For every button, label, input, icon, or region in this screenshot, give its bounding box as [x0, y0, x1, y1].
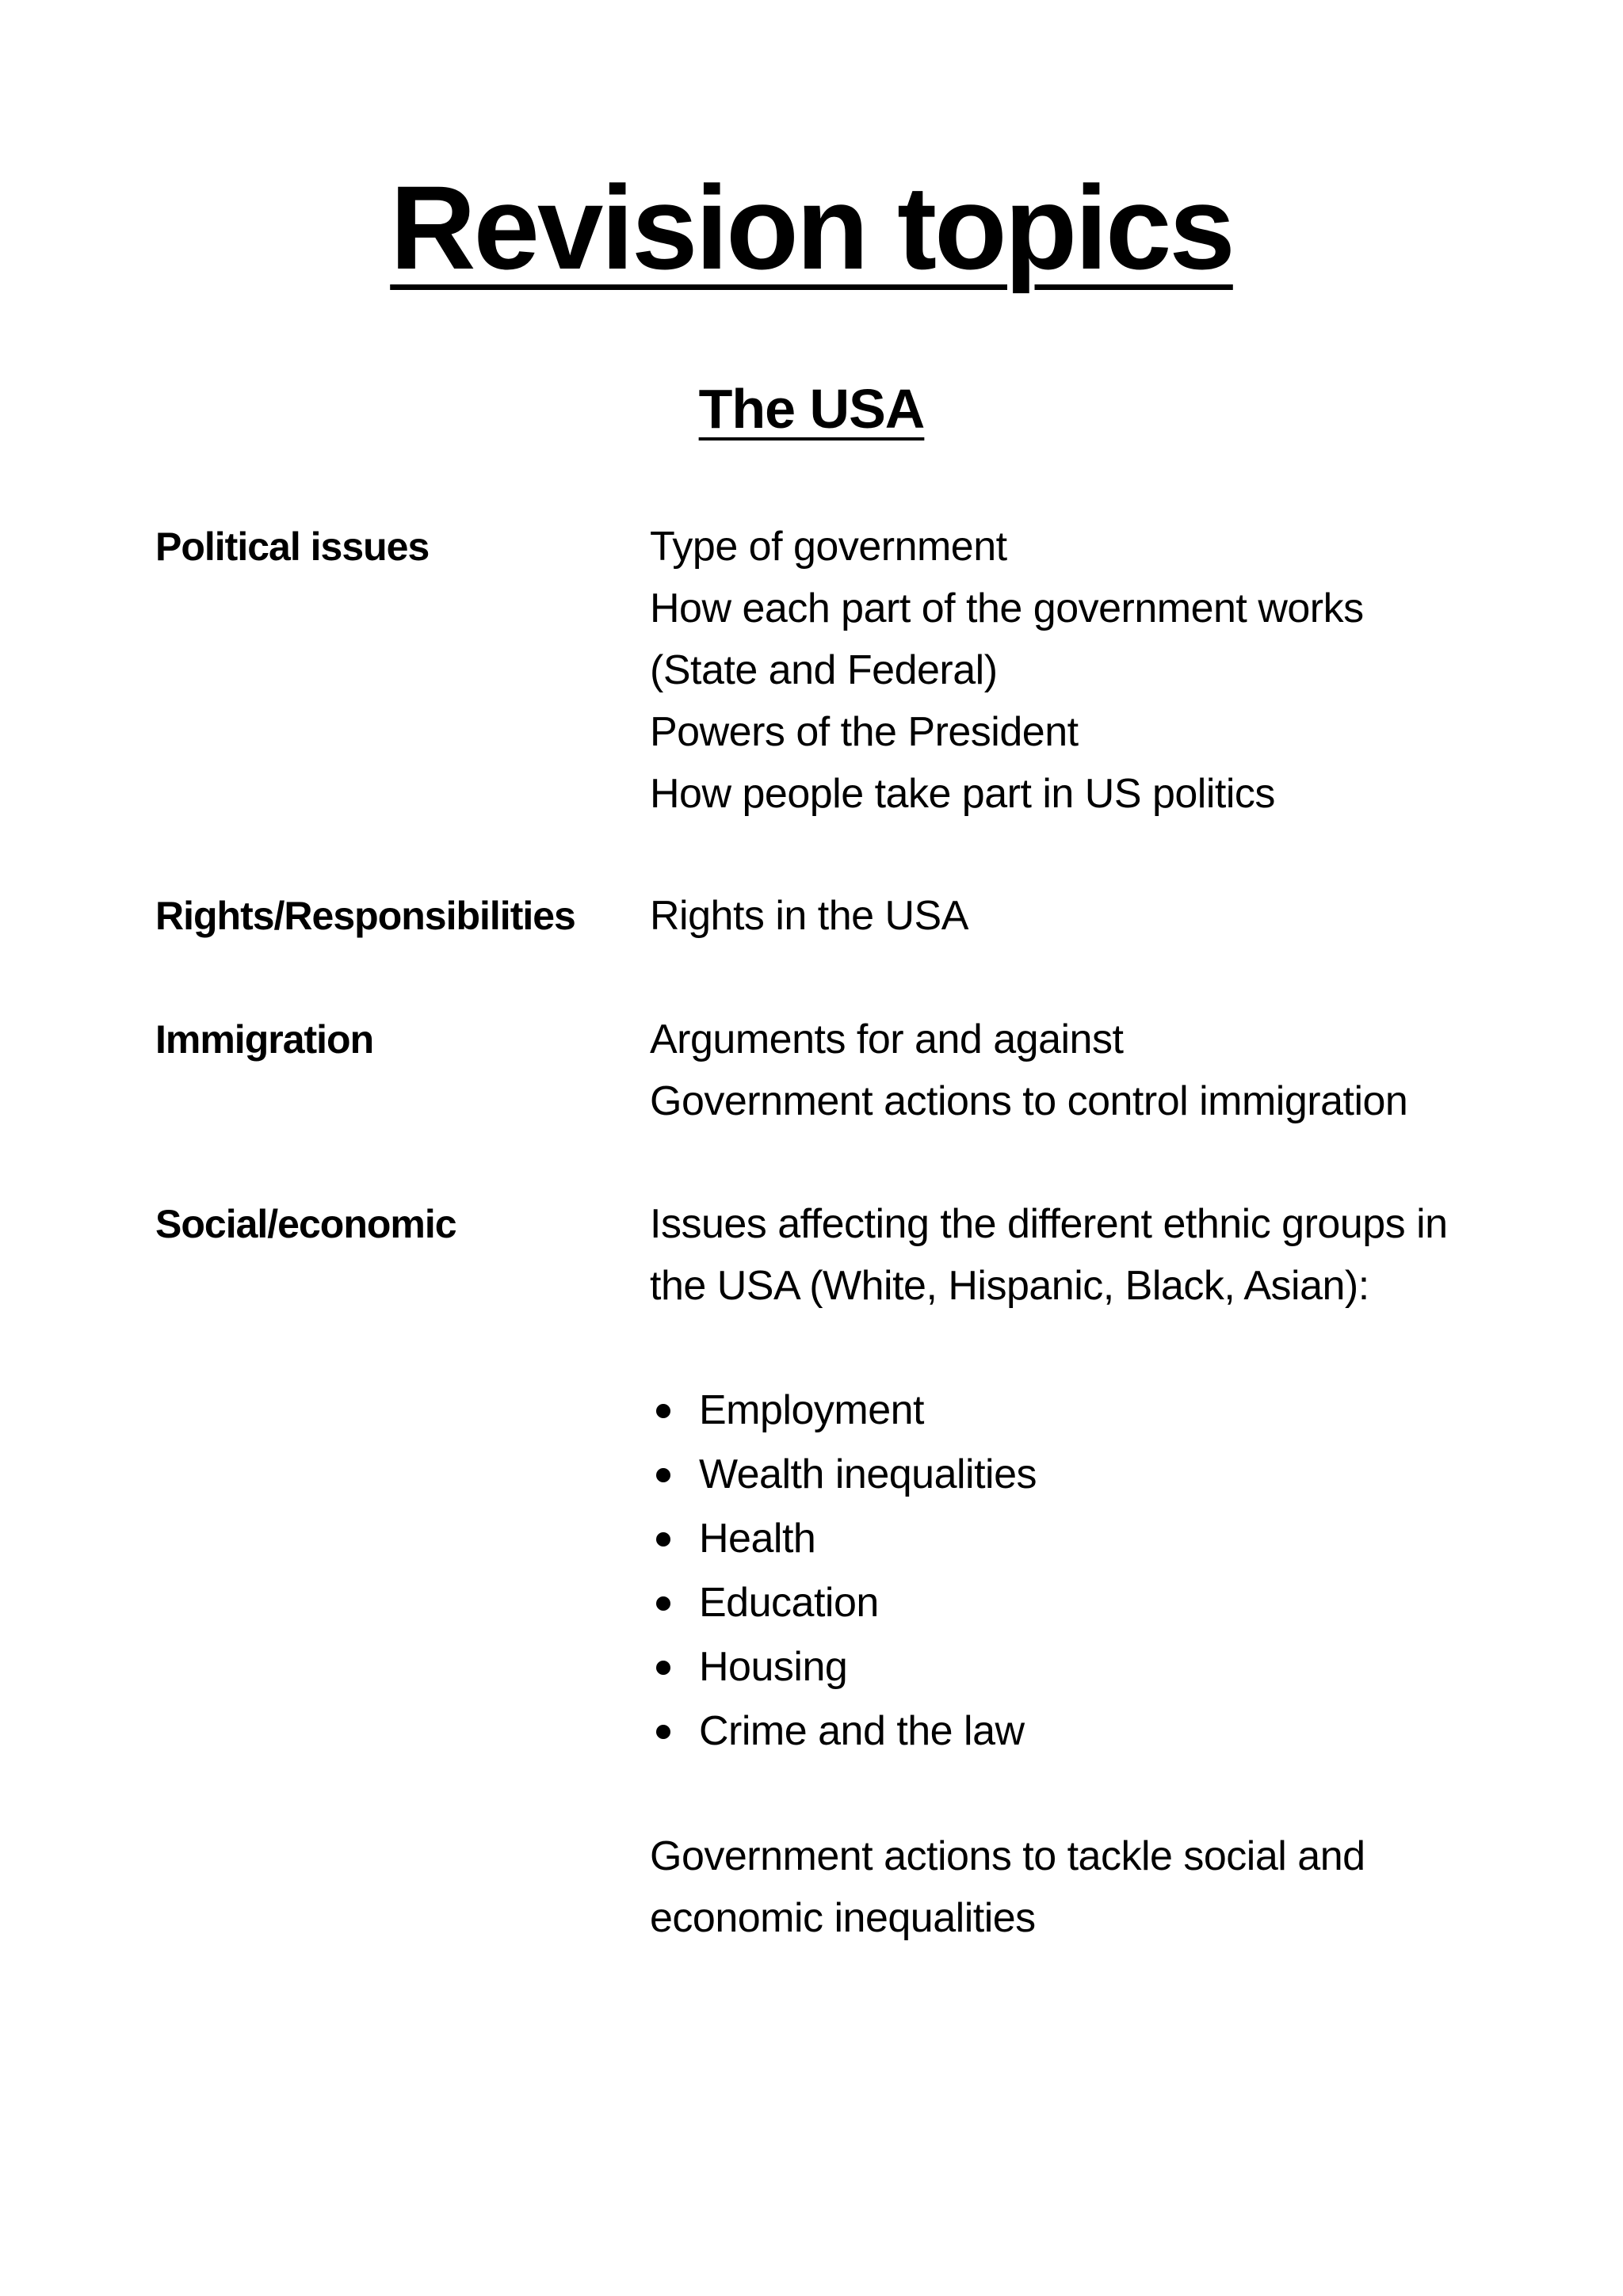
intro-line: Issues affecting the different ethnic groups in — [650, 1201, 1448, 1247]
topic-line: Arguments for and against — [650, 1016, 1124, 1062]
list-item-label: Crime and the law — [699, 1708, 1025, 1754]
list-item — [650, 1379, 1522, 1443]
bullet-icon — [656, 1468, 670, 1482]
page-subtitle — [0, 379, 1623, 440]
list-item-label: Wealth inequalities — [699, 1451, 1037, 1497]
list-item-label: Education — [699, 1580, 879, 1626]
section-content — [650, 885, 1522, 947]
topic-line: How people take part in US politics — [650, 771, 1275, 817]
section-label: Rights/Responsibilities — [155, 894, 575, 938]
bullet-icon — [656, 1661, 670, 1675]
topic-line: How each part of the government works — [650, 585, 1364, 631]
list-item — [650, 1443, 1522, 1507]
page-title-text: Revision topics — [390, 161, 1233, 294]
intro-line: the USA (White, Hispanic, Black, Asian): — [650, 1263, 1369, 1309]
section-content — [650, 1009, 1522, 1132]
bullet-icon — [656, 1725, 670, 1739]
topic-line: (State and Federal) — [650, 647, 998, 693]
list-item — [650, 1571, 1522, 1635]
bullet-list — [650, 1379, 1522, 1764]
list-item-label: Employment — [699, 1387, 924, 1433]
section-label: Political issues — [155, 524, 430, 569]
list-item-label: Housing — [699, 1644, 848, 1690]
topic-line: Government actions to control immigration — [650, 1078, 1408, 1124]
list-item — [650, 1699, 1522, 1764]
bullet-icon — [656, 1532, 670, 1547]
list-item-label: Health — [699, 1516, 816, 1562]
section-content — [650, 1193, 1522, 1949]
bullet-icon — [656, 1596, 670, 1611]
page-title — [0, 162, 1623, 293]
topic-line: Powers of the President — [650, 709, 1079, 755]
topic-line: Type of government — [650, 524, 1007, 570]
section-label: Immigration — [155, 1017, 374, 1062]
list-item — [650, 1507, 1522, 1571]
list-item — [650, 1635, 1522, 1699]
topic-line: Rights in the USA — [650, 893, 968, 939]
page-subtitle-text: The USA — [698, 378, 925, 440]
outro-line: economic inequalities — [650, 1895, 1036, 1941]
section-content — [650, 516, 1522, 825]
bullet-icon — [656, 1404, 670, 1418]
outro-line: Government actions to tackle social and — [650, 1833, 1365, 1879]
section-label: Social/economic — [155, 1202, 456, 1246]
